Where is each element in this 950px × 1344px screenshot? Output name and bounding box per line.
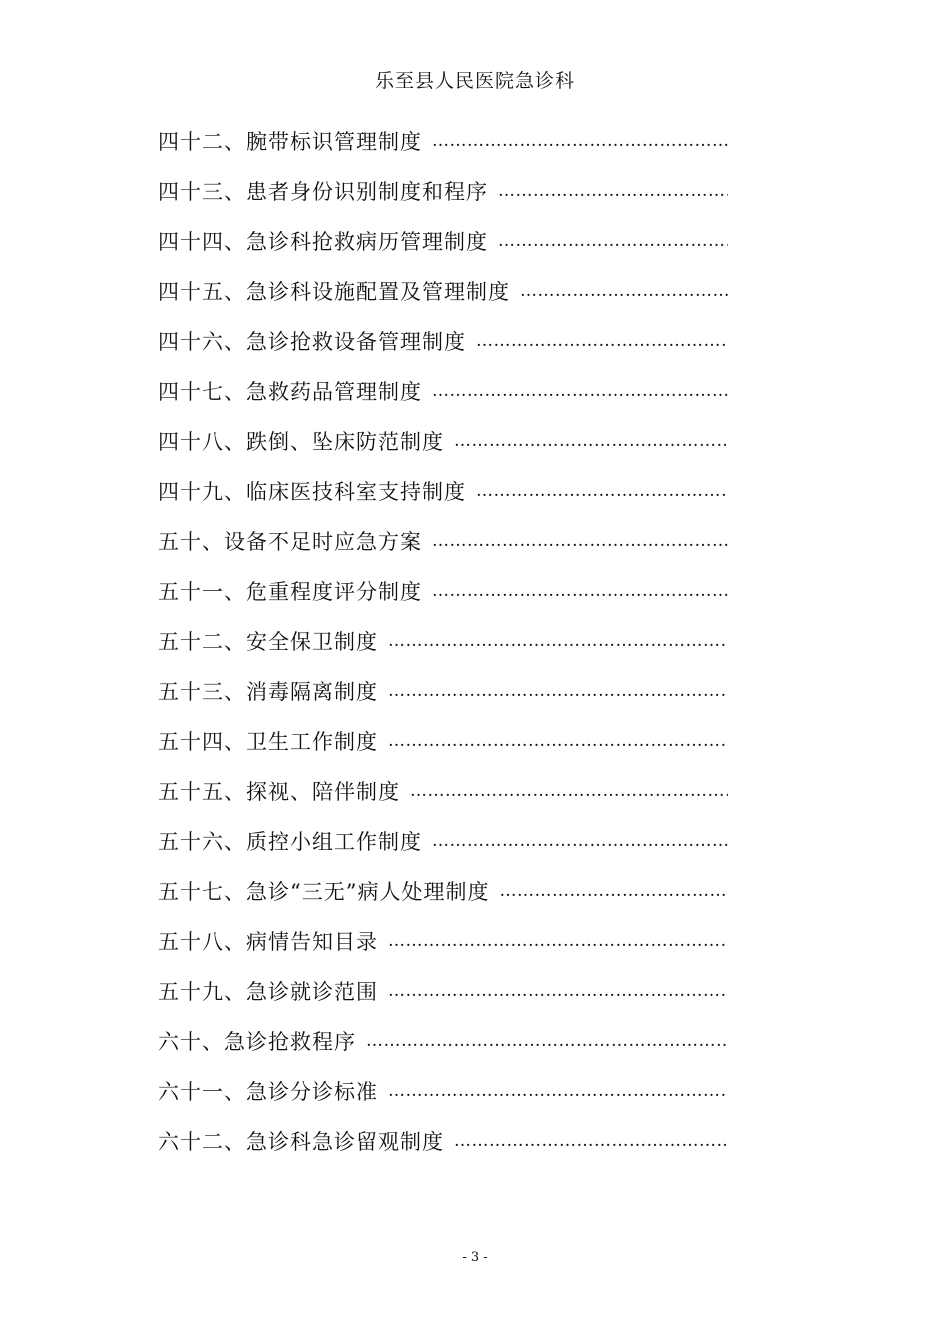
toc-entry bbox=[158, 916, 728, 966]
toc-entry-title: 五十四、卫生工作制度 bbox=[158, 730, 378, 754]
toc-entry-title: 五十三、消毒隔离制度 bbox=[158, 680, 378, 704]
toc-entry bbox=[158, 466, 728, 516]
toc-entry-title: 五十一、危重程度评分制度 bbox=[158, 580, 422, 604]
toc-entry-title: 五十、设备不足时应急方案 bbox=[158, 530, 422, 554]
toc-entry bbox=[158, 316, 728, 366]
toc-dot-leader bbox=[388, 981, 728, 1001]
toc-entry bbox=[158, 416, 728, 466]
toc-entry bbox=[158, 166, 728, 216]
toc-entry bbox=[158, 1116, 728, 1166]
toc-dot-leader bbox=[432, 131, 728, 151]
toc-entry bbox=[158, 766, 728, 816]
toc-entry bbox=[158, 666, 728, 716]
toc-dot-leader bbox=[476, 481, 728, 501]
toc-dot-leader bbox=[498, 181, 728, 201]
toc-entry bbox=[158, 966, 728, 1016]
toc-dot-leader bbox=[499, 881, 728, 901]
toc-dot-leader bbox=[520, 281, 728, 301]
toc-entry-title: 四十三、患者身份识别制度和程序 bbox=[158, 180, 488, 204]
toc-entry bbox=[158, 266, 728, 316]
toc-entry bbox=[158, 366, 728, 416]
toc-entry-title: 五十八、病情告知目录 bbox=[158, 930, 378, 954]
toc-entry bbox=[158, 1016, 728, 1066]
toc-entry-title: 六十一、急诊分诊标准 bbox=[158, 1080, 378, 1104]
toc-dot-leader bbox=[454, 1131, 728, 1151]
toc-entry bbox=[158, 566, 728, 616]
toc-entry bbox=[158, 516, 728, 566]
toc-dot-leader bbox=[476, 331, 728, 351]
toc-dot-leader bbox=[454, 431, 728, 451]
toc-entry-title: 六十、急诊抢救程序 bbox=[158, 1030, 356, 1054]
toc-entry bbox=[158, 216, 728, 266]
toc-entry-title: 四十七、急救药品管理制度 bbox=[158, 380, 422, 404]
toc-entry-title: 五十二、安全保卫制度 bbox=[158, 630, 378, 654]
toc-dot-leader bbox=[366, 1031, 728, 1051]
page-number: - 3 - bbox=[462, 1250, 488, 1265]
toc-dot-leader bbox=[432, 831, 728, 851]
toc-entry-title: 四十六、急诊抢救设备管理制度 bbox=[158, 330, 466, 354]
toc-entry-title: 六十二、急诊科急诊留观制度 bbox=[158, 1130, 444, 1154]
toc-dot-leader bbox=[388, 1081, 728, 1101]
toc-entry bbox=[158, 866, 728, 916]
toc-dot-leader bbox=[432, 531, 728, 551]
toc-dot-leader bbox=[388, 731, 728, 751]
toc-entry-title: 五十九、急诊就诊范围 bbox=[158, 980, 378, 1004]
toc-entry bbox=[158, 116, 728, 166]
toc-entry-title: 四十九、临床医技科室支持制度 bbox=[158, 480, 466, 504]
toc-entry-title: 四十八、跌倒、坠床防范制度 bbox=[158, 430, 444, 454]
toc-dot-leader bbox=[498, 231, 728, 251]
toc-entry-title: 五十六、质控小组工作制度 bbox=[158, 830, 422, 854]
page-header: 乐至县人民医院急诊科 bbox=[374, 70, 575, 92]
toc-entry-title: 五十五、探视、陪伴制度 bbox=[158, 780, 400, 804]
toc-dot-leader bbox=[388, 931, 728, 951]
toc-dot-leader bbox=[388, 631, 728, 651]
table-of-contents bbox=[158, 116, 728, 1166]
toc-entry-title: 四十五、急诊科设施配置及管理制度 bbox=[158, 280, 510, 304]
toc-dot-leader bbox=[432, 581, 728, 601]
toc-dot-leader bbox=[432, 381, 728, 401]
toc-dot-leader bbox=[410, 781, 728, 801]
toc-entry bbox=[158, 616, 728, 666]
toc-entry bbox=[158, 816, 728, 866]
toc-entry-title: 五十七、急诊“三无”病人处理制度 bbox=[158, 880, 490, 904]
toc-dot-leader bbox=[388, 681, 728, 701]
toc-entry-title: 四十四、急诊科抢救病历管理制度 bbox=[158, 230, 488, 254]
toc-entry bbox=[158, 716, 728, 766]
toc-entry-title: 四十二、腕带标识管理制度 bbox=[158, 130, 422, 154]
toc-entry bbox=[158, 1066, 728, 1116]
